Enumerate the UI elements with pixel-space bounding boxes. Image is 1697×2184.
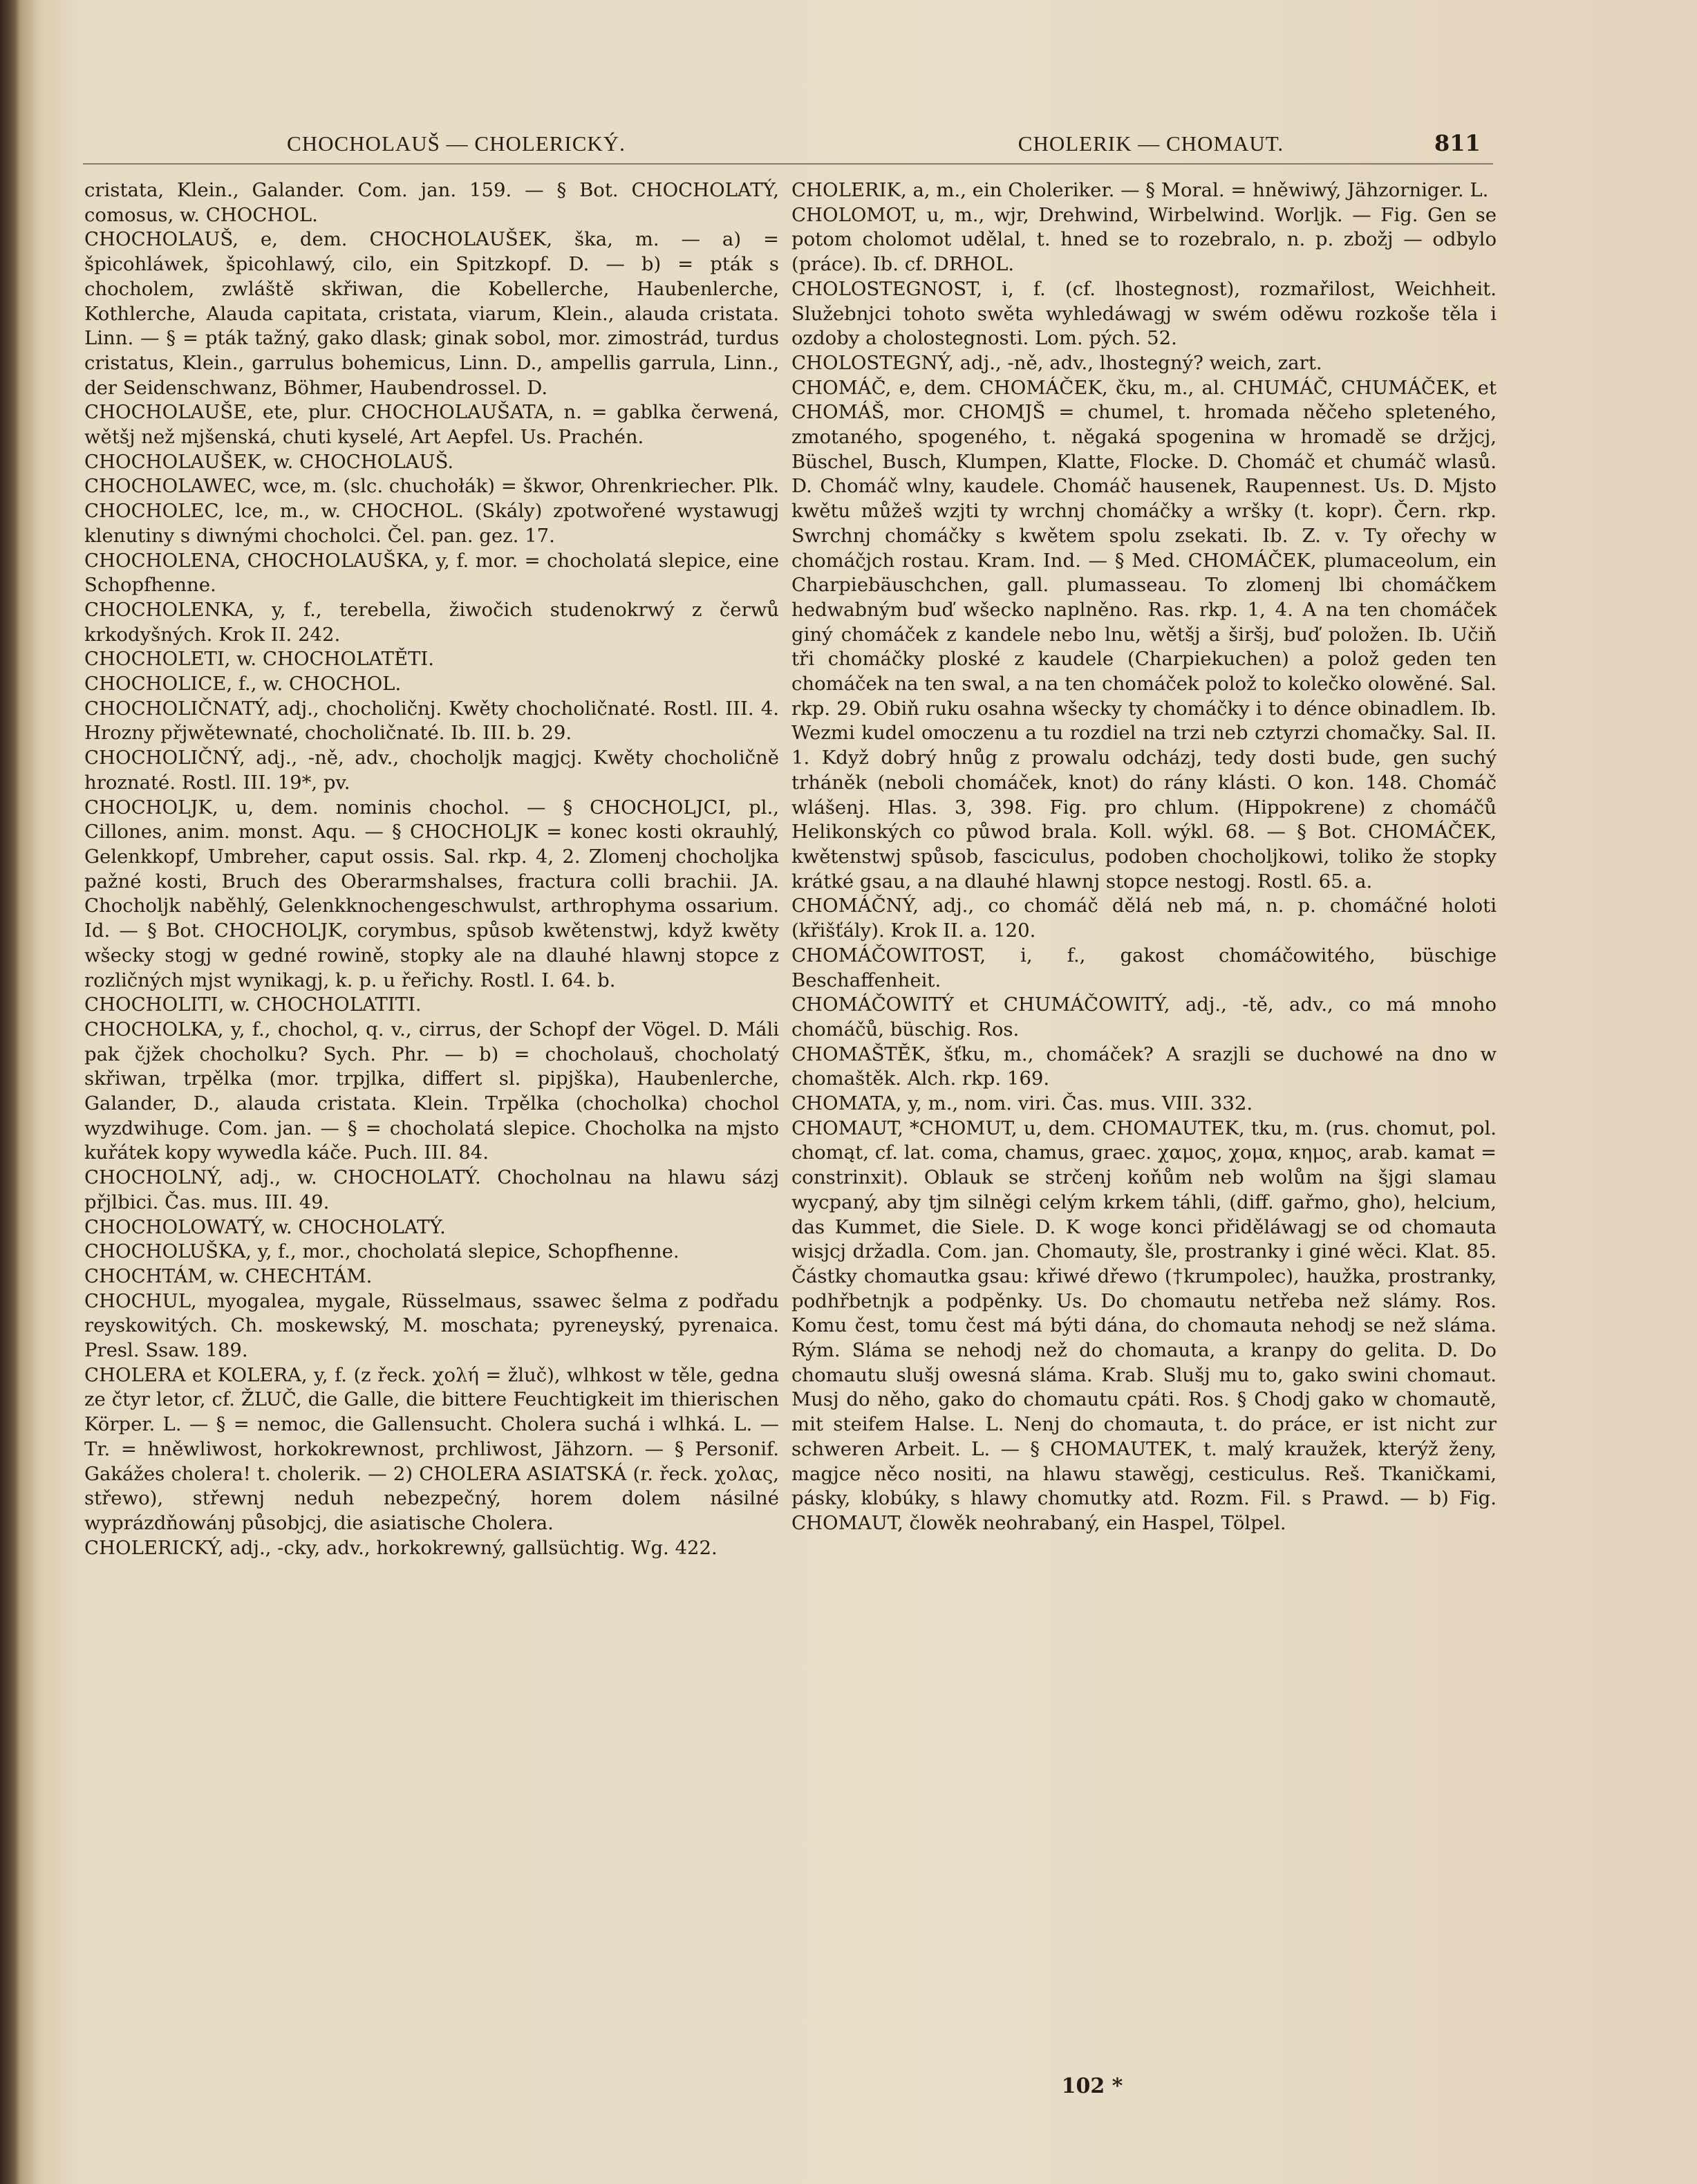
dictionary-entry: CHOCHOLJK, u, dem. nominis chochol. — § CHOCHOLJCI, pl., Cillones, anim. monst. Aqu. — § CHOCHOLJK = konec kosti okrauhlý, Gelenkkopf, Umbreher, caput ossis. Sal. rkp. 4, 2. Zlomenj chocholjka pažné kosti, Bruch des Oberarmshalses, fractura colli brachii. JA. Chocholjk naběhlý, Gelenkknochengeschwulst, arthrophyma ossarium. Id. — § Bot. CHOCHOLJK, corymbus, spůsob kwětenstwj, když kwěty wšecky stogj w gedné rowině, stopky ale na dlauhé hlawnj stopce z rozličných mjst wynikagj, k. p. u řeřichy. Rostl. I. 64. b. [84,796,779,991]
dictionary-entry: CHOLOMOT, u, m., wjr, Drehwind, Wirbelwind. Worljk. — Fig. Gen se potom cholomot udělal, t. hned se to rozebralo, n. p. zbožj — odbylo (práce). Ib. cf. DRHOL. [791,203,1497,276]
dictionary-entry: CHOMAŠTĚK, šťku, m., chomáček? A srazjli se duchowé na dno w chomaštěk. Alch. rkp. 169. [791,1043,1497,1090]
binding-shadow [0,0,19,2184]
running-header-right: CHOLERIK — CHOMAUT. [1018,131,1284,156]
dictionary-entry: CHOCHOLIČNATÝ, adj., chocholičnj. Kwěty chocholičnaté. Rostl. III. 4. Hrozny přjwětewnaté, chocholičnaté. Ib. III. b. 29. [84,697,779,745]
dictionary-entry: CHOCHOLENKA, y, f., terebella, žiwočich studenokrwý z čerwů krkodyšných. Krok II. 242. [84,598,779,646]
dictionary-entry: CHOMÁČOWITÝ et CHUMÁČOWITÝ, adj., -tě, adv., co má mnoho chomáčů, büschig. Ros. [791,993,1497,1040]
running-header-left: CHOCHOLAUŠ — CHOLERICKÝ. [287,131,626,156]
dictionary-entry: CHOCHOLAUŠ, e, dem. CHOCHOLAUŠEK, ška, m. — a) = špicohláwek, špicohlawý, cilo, ein Spitzkopf. D. — b) = pták s chocholem, zwláště skřiwan, die Kobellerche, Haubenlerche, Kothlerche, Alauda capitata, cristata, viarum, Klein., alauda cristata. Linn. — § = pták tažný, gako dlask; ginak sobol, mor. zimostrád, turdus cristatus, Klein., garrulus bohemicus, Linn. D., ampellis garrula, Linn., der Seidenschwanz, Böhmer, Haubendrossel. D. [84,228,779,399]
dictionary-entry: CHOCHOLOWATÝ, w. CHOCHOLATÝ. [84,1215,446,1238]
header-rule [83,163,1493,165]
dictionary-entry: CHOCHOLUŠKA, y, f., mor., chocholatá slepice, Schopfhenne. [84,1240,679,1263]
page-number: 811 [1434,130,1481,156]
dictionary-entry: CHOCHOLIČNÝ, adj., -ně, adv., chocholjk magjcj. Kwěty chocholičně hroznaté. Rostl. III. 19*, pv. [84,747,779,794]
dictionary-entry: CHOLERICKÝ, adj., -cky, adv., horkokrewný, gallsüchtig. Wg. 422. [84,1536,718,1559]
dictionary-entry: cristata, Klein., Galander. Com. jan. 159. — § Bot. CHOCHOLATÝ, comosus, w. CHOCHOL. [84,179,779,226]
dictionary-entry: CHOMÁČNÝ, adj., co chomáč dělá neb má, n. p. chomáčné holoti (křišťály). Krok II. a. 120. [791,895,1497,942]
dictionary-entry: CHOLOSTEGNÝ, adj., -ně, adv., lhostegný? weich, zart. [791,351,1322,374]
dictionary-entry: CHOCHOLENA, CHOCHOLAUŠKA, y, f. mor. = chocholatá slepice, eine Schopfhenne. [84,549,779,597]
dictionary-entry: CHOCHOLAWEC, wce, m. (slc. chuchołák) = škwor, Ohrenkriecher. Plk. [84,475,779,498]
dictionary-entry: CHOMÁČOWITOST, i, f., gakost chomáčowitého, büschige Beschaffenheit. [791,944,1497,991]
dictionary-entry: CHOCHOLAUŠEK, w. CHOCHOLAUŠ. [84,450,454,473]
dictionary-entry: CHOCHOLKA, y, f., chochol, q. v., cirrus, der Schopf der Vögel. D. Máli pak čjžek chocholku? Sych. Phr. — b) = chocholauš, chocholatý skřiwan, trpělka (mor. trpjlka, differt sl. pipjška), Haubenlerche, Galander, D., alauda cristata. Klein. Trpělka (chocholka) chochol wyzdwihuge. Com. jan. — § = chocholatá slepice. Chocholka na mjsto kuřátek kopy wywedla káče. Puch. III. 84. [84,1018,779,1164]
dictionary-entry: CHOLERIK, a, m., ein Choleriker. — § Moral. = hněwiwý, Jähzorniger. L. [791,179,1489,201]
dictionary-entry: CHOMÁČ, e, dem. CHOMÁČEK, čku, m., al. CHUMÁČ, CHUMÁČEK, et CHOMÁŠ, mor. CHOMJŠ = chumel, t. hromada něčeho spleteného, zmotaného, spogeného, t. něgaká spogenina w hromadě se držjcj, Büschel, Busch, Klumpen, Klatte, Flocke. D. Chomáč et chumáč wlasů. D. Chomáč wlny, kaudele. Chomáč hausenek, Raupennest. Us. D. Mjsto kwětu můžeš wzjti ty wrchnj chomáčky a wršky (t. kopr). Čern. rkp. Swrchnj chomáčky s kwětem spolu zsekati. Ib. Z. v. Ty ořechy w chomáčjch rostau. Kram. Ind. — § Med. CHOMÁČEK, plumaceolum, ein Charpiebäuschchen, gall. plumasseau. To zlomenj lbi chomáčkem hedwabným buď wšecko naplněno. Ras. rkp. 1, 4. A na ten chomáček giný chomáček z kandele nebo lnu, wětšj a širšj, buď položen. Ib. Učiň tři chomáčky ploské z kaudele (Charpiekuchen) a polož geden ten chomáček na ten swal, a na ten chomáček polož to kolečko olowěné. Sal. rkp. 29. Obiň ruku osahna wšecky ty chomáčky i to dénce obinadlem. Ib. Wezmi kudel omoczenu a tu rozdiel na trzi neb cztyrzi chomačky. Sal. II. 1. Když dobrý hnůg z prowalu odcházj, tedy dosti bude, gen suchý trháněk (neboli chomáček, knot) do rány klásti. O kon. 148. Chomáč wlášenj. Hlas. 3, 398. Fig. pro chlum. (Hippokrene) z chomáčů Helikonských co půwod brala. Koll. wýkl. 68. — § Bot. CHOMÁČEK, kwětenstwj spůsob, fasciculus, podoben chocholjkowi, toliko že stopky krátké gsau, a na dlauhé hlawnj stopce nestogj. Rostl. 65. a. [791,376,1497,893]
dictionary-entry: CHOCHOLETI, w. CHOCHOLATĚTI. [84,648,435,671]
dictionary-entry: CHOMAUT, *CHOMUT, u, dem. CHOMAUTEK, tku, m. (rus. chomut, pol. chomąt, cf. lat. coma, chamus, graec. χαμος, χομα, κημος, arab. kamat = constrinxit). Oblauk se strčenj koňům neb wolům na šjgi slamau wycpaný, aby tjm silněgi celým krkem táhli, (diff. gařmo, gho), helcium, das Kummet, die Siele. D. K woge konci přiděláwagj se od chomauta wisjcj držadla. Com. jan. Chomauty, šle, prostranky i giné wěci. Klat. 85. Částky chomautka gsau: křiwé dřewo (†krumpolec), haužka, prostranky, podhřbetnjk a podpěnky. Us. Do chomautu netřeba než slámy. Ros. Komu čest, tomu čest má býti dána, do chomauta nehodj se než sláma. Rým. Sláma se nehodj než do chomauta, a kranpy do gelita. D. Do chomautu slušj owesná sláma. Krab. Slušj mu to, gako swini chomaut. Musj do něho, gako do chomautu cpáti. Ros. § Chodj gako w chomautě, mit steifem Halse. L. Nenj do chomauta, t. do práce, er ist nicht zur schweren Arbeit. L. — § CHOMAUTEK, t. malý kraužek, kterýž ženy, magjce něco nositi, na hlawu stawěgj, cesticulus. Reš. Tkaničkami, pásky, klobúky, s hlawy chomutky atd. Rozm. Fil. s Prawd. — b) Fig. CHOMAUT, člowěk neohrabaný, ein Haspel, Tölpel. [791,1117,1497,1534]
dictionary-entry: CHOCHUL, myogalea, mygale, Rüsselmaus, ssawec šelma z podřadu reyskowitých. Ch. moskewský, M. moschata; pyreneyský, pyrenaica. Presl. Ssaw. 189. [84,1289,779,1362]
dictionary-entry: CHOLOSTEGNOST, i, f. (cf. lhostegnost), rozmařilost, Weichheit. Služebnjci tohoto swěta wyhledáwagj w swém oděwu rozkoše těla i ozdoby a cholostegnosti. Lom. pých. 52. [791,277,1497,350]
signature-mark: 102 * [1061,2074,1123,2098]
dictionary-entry: CHOCHTÁM, w. CHECHTÁM. [84,1264,373,1287]
dictionary-entry: CHOCHOLITI, w. CHOCHOLATITI. [84,993,422,1016]
dictionary-entry: CHOCHOLNÝ, adj., w. CHOCHOLATÝ. Chocholnau na hlawu sázj přjlbici. Čas. mus. III. 49. [84,1166,779,1213]
dictionary-entry: CHOCHOLEC, lce, m., w. CHOCHOL. (Skály) zpotwořené wystawugj klenutiny s diwnými chocholci. Čel. pan. gez. 17. [84,500,779,547]
dictionary-entry: CHOLERA et KOLERA, y, f. (z řeck. χολή = žluč), wlhkost w těle, gedna ze čtyr letor, cf. ŽLUČ, die Galle, die bittere Feuchtigkeit im thierischen Körper. L. — § = nemoc, die Gallensucht. Cholera suchá i wlhká. L. — Tr. = hněwliwost, horkokrewnost, prchliwost, Jähzorn. — § Personif. Gakážes cholera! t. cholerik. — 2) CHOLERA ASIATSKÁ (r. řeck. χολας, střewo), střewnj neduh nebezpečný, horem dolem násilné wyprázdňowánj působjcj, die asiatische Cholera. [84,1363,779,1534]
dictionary-entry: CHOCHOLICE, f., w. CHOCHOL. [84,673,402,696]
dictionary-entry: CHOCHOLAUŠE, ete, plur. CHOCHOLAUŠATA, n. = gablka čerwená, wětšj než mjšenská, chuti kyselé, Art Aepfel. Us. Prachén. [84,401,779,449]
right-column [791,178,1497,1536]
left-column [84,178,779,1560]
dictionary-entry: CHOMATA, y, m., nom. viri. Čas. mus. VIII. 332. [791,1092,1253,1115]
